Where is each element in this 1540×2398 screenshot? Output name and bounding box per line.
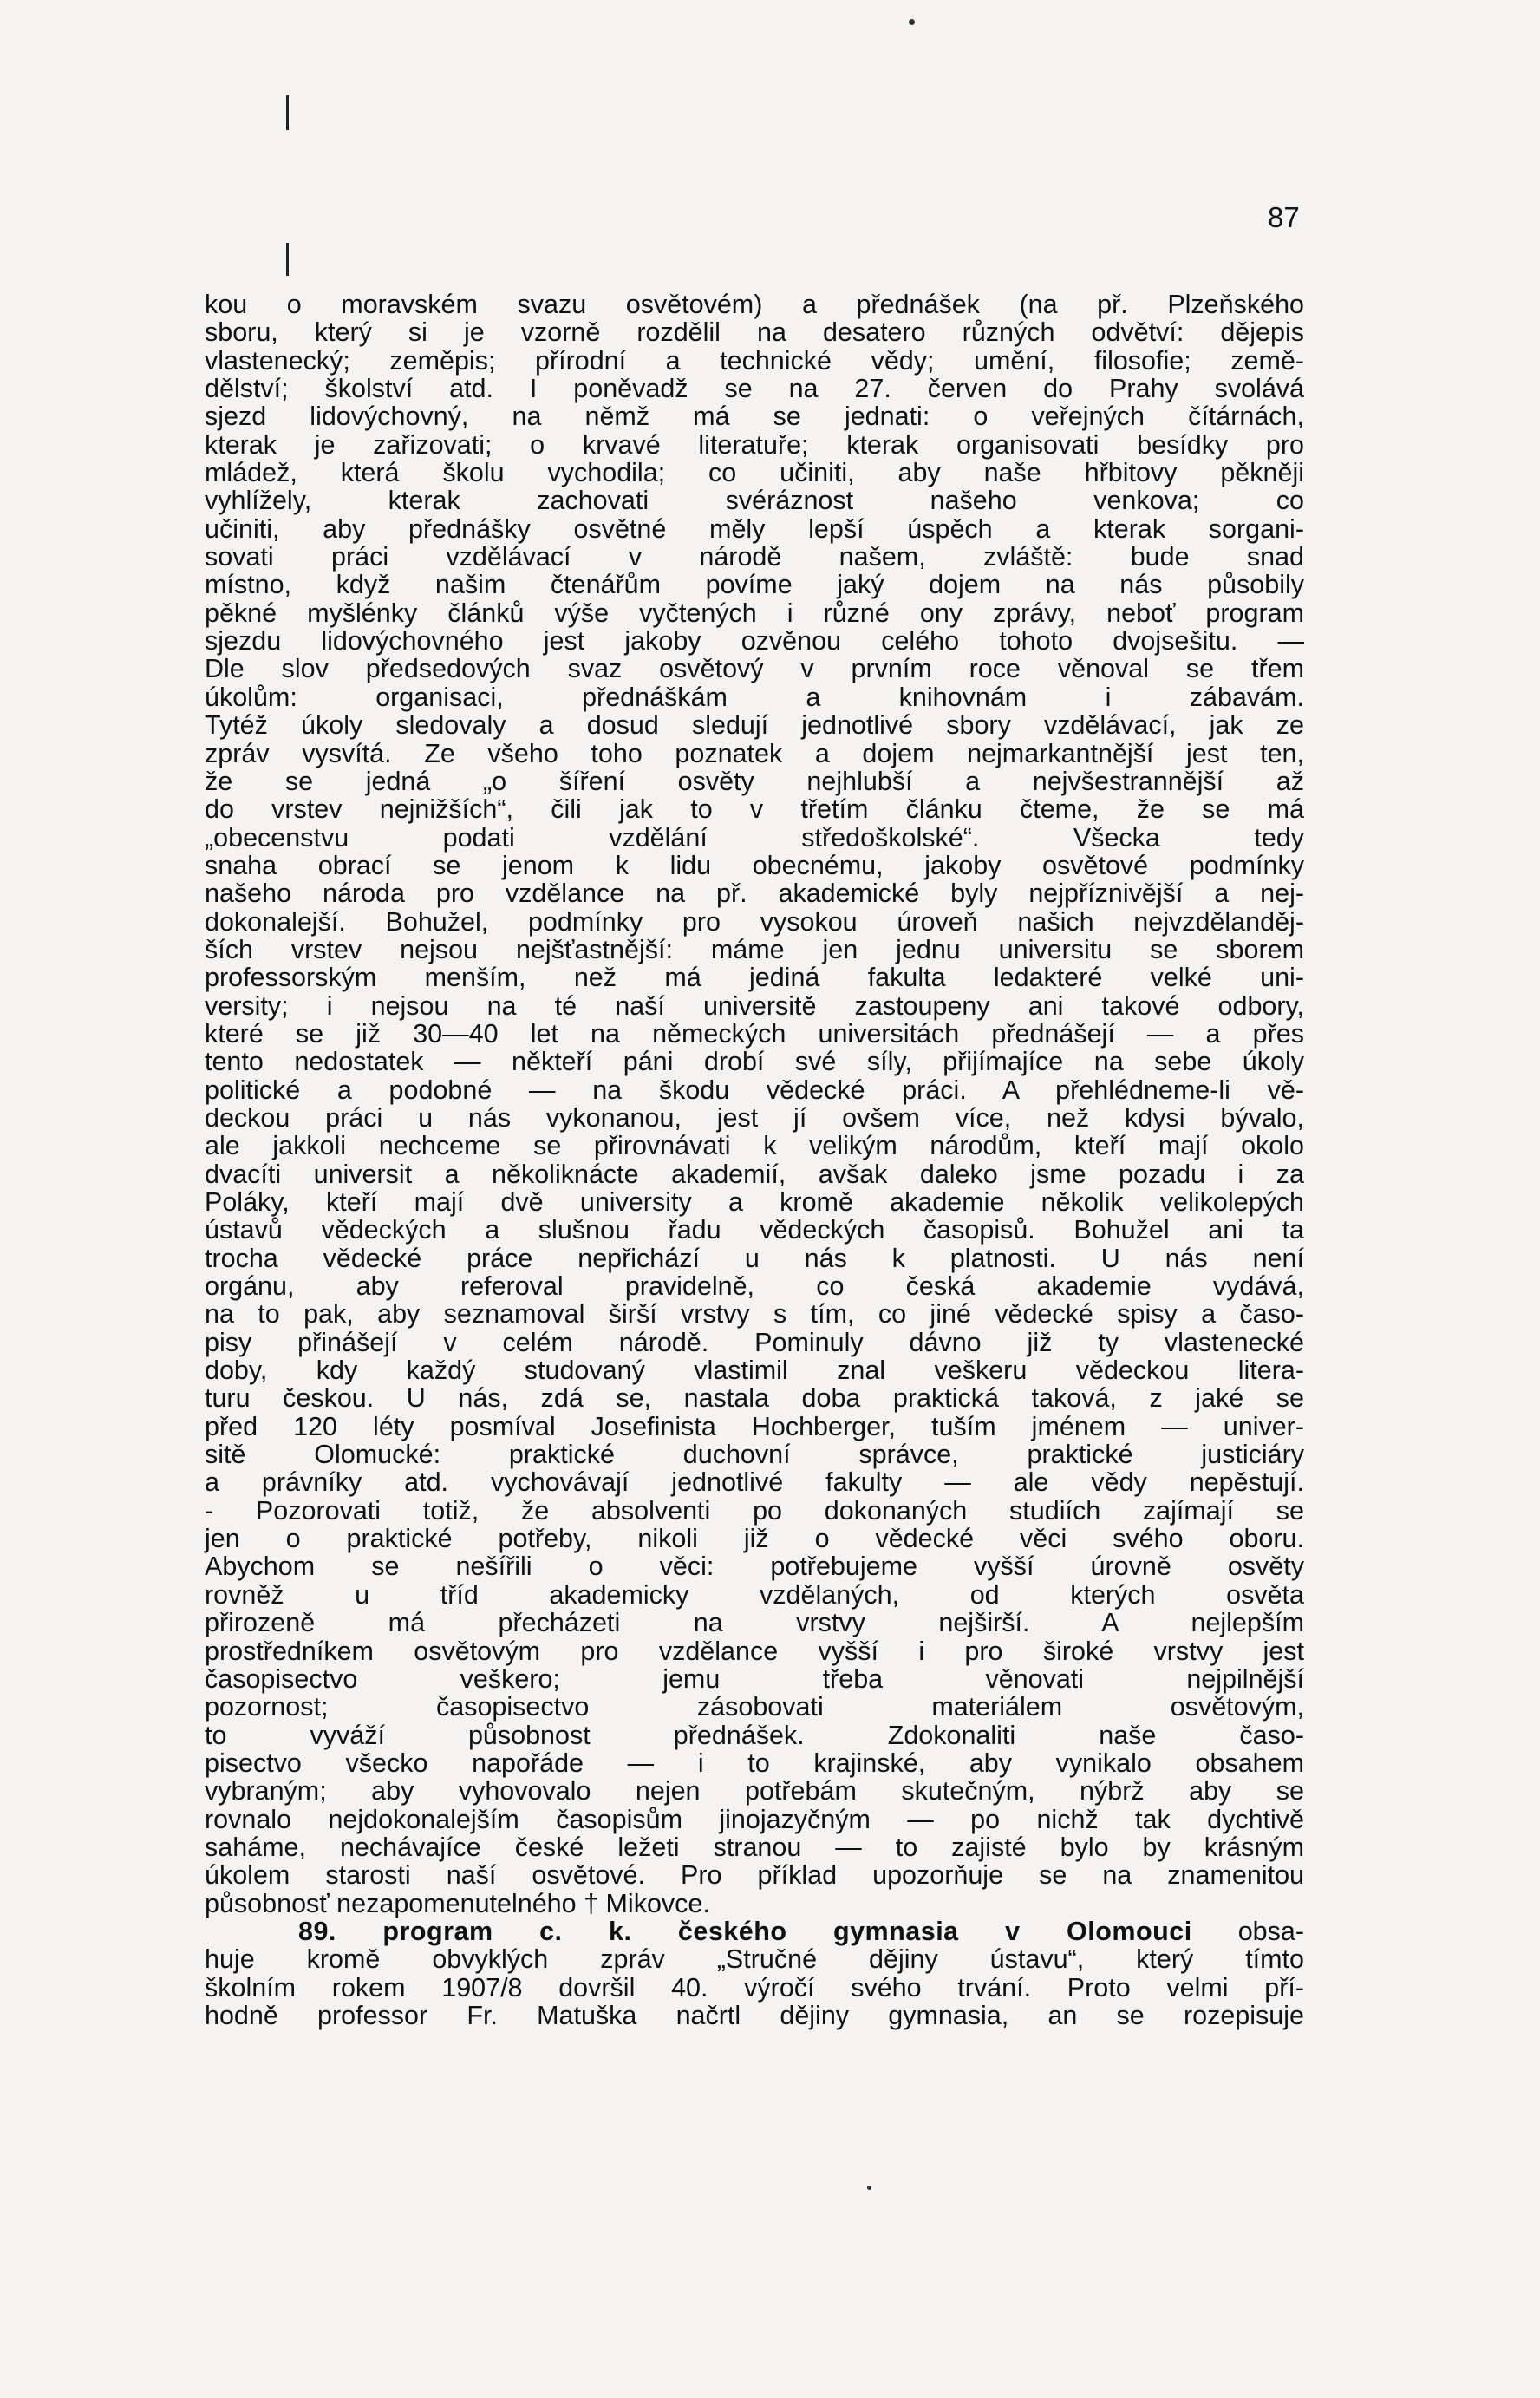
text-line: našeho národa pro vzdělance na př. akademické byly nejpříznivější a nej- <box>205 879 1304 909</box>
text-line: vyhlížely, kterak zachovati svéráznost našeho venkova; co <box>205 486 1304 516</box>
text-line: vybraným; aby vyhovovalo nejen potřebám skutečným, nýbrž aby se <box>205 1776 1304 1807</box>
page-speck <box>909 19 915 25</box>
text-line: dvacíti universit a několiknácte akademií, avšak daleko jsme pozadu i za <box>205 1159 1304 1189</box>
text-line: na to pak, aby seznamoval širší vrstvy s tím, co jiné vědecké spisy a časo- <box>205 1299 1304 1330</box>
section-heading-line <box>205 1918 1304 1945</box>
text-line: působnosť nezapomenutelného † Mikovce. <box>205 1888 710 1918</box>
margin-mark <box>286 243 289 276</box>
text-line: prostředníkem osvětovým pro vzdělance vyšší i pro široké vrstvy jest <box>205 1636 1304 1666</box>
text-line: Abychom se nešířili o věci: potřebujeme vyšší úrovně osvěty <box>205 1552 1304 1582</box>
text-line: Poláky, kteří mají dvě university a kromě akademie několik velikolepých <box>205 1187 1304 1217</box>
text-line: politické a podobné — na škodu vědecké práci. A přehlédneme-li vě- <box>205 1075 1304 1105</box>
text-line: doby, kdy každý studovaný vlastimil znal veškeru vědeckou litera- <box>205 1356 1304 1386</box>
text-line: že se jedná „o šíření osvěty nejhlubší a nejvšestrannější až <box>205 766 1304 796</box>
text-line: zpráv vysvítá. Ze všeho toho poznatek a dojem nejmarkantnější jest ten, <box>205 738 1304 768</box>
section-heading-tail: obsa- <box>1191 1916 1304 1946</box>
text-line: dokonalejší. Bohužel, podmínky pro vysokou úroveň našich nejvzdělanděj- <box>205 906 1304 937</box>
page-number: 87 <box>1268 201 1300 233</box>
text-line: sitě Olomucké: praktické duchovní správce, praktické justiciáry <box>205 1440 1304 1470</box>
text-line: ale jakkoli nechceme se přirovnávati k velikým národům, kteří mají okolo <box>205 1131 1304 1161</box>
text-line: „obecenstvu podati vzdělání středoškolské“. Všecka tedy <box>205 822 1304 853</box>
text-line: sjezd lidovýchovný, na němž má se jednati: o veřejných čítárnách, <box>205 402 1304 432</box>
text-line: pozornost; časopisectvo zásobovati materiálem osvětovým, <box>205 1692 1304 1722</box>
text-line: rovnalo nejdokonalejším časopisům jinojazyčným — po nichž tak dychtivě <box>205 1804 1304 1834</box>
text-line: pisectvo všecko napořáde — i to krajinské, aby vynikalo obsahem <box>205 1748 1304 1778</box>
text-line: pěkné myšlénky článků výše vyčtených i různé ony zprávy, neboť program <box>205 598 1304 628</box>
body-text <box>205 291 1304 2029</box>
text-line: sjezdu lidovýchovného jest jakoby ozvěnou celého tohoto dvojsešitu. — <box>205 626 1304 657</box>
text-line: do vrstev nejnižších“, čili jak to v třetím článku čteme, že se má <box>205 794 1304 825</box>
text-line: rovněž u tříd akademicky vzdělaných, od kterých osvěta <box>205 1579 1304 1610</box>
text-line: orgánu, aby referoval pravidelně, co česká akademie vydává, <box>205 1271 1304 1302</box>
text-line: Tytéž úkoly sledovaly a dosud sledují jednotlivé sbory vzdělávací, jak ze <box>205 710 1304 741</box>
text-line: Dle slov předsedových svaz osvětový v prvním roce věnoval se třem <box>205 654 1304 684</box>
text-line: úkolům: organisaci, přednáškám a knihovnám i zábavám. <box>205 682 1304 712</box>
page-speck <box>867 2186 871 2190</box>
text-line: kterak je zařizovati; o krvavé literatuře; kterak organisovati besídky pro <box>205 429 1304 460</box>
text-line: vlastenecký; zeměpis; přírodní a technické vědy; umění, filosofie; země- <box>205 345 1304 376</box>
section-heading: 89. program c. k. českého gymnasia v Olomouci <box>298 1916 1192 1946</box>
text-line: před 120 léty posmíval Josefinista Hochberger, tuším jménem — univer- <box>205 1411 1304 1441</box>
text-line: místno, když našim čtenářům povíme jaký dojem na nás působily <box>205 570 1304 600</box>
text-line: saháme, nechávajíce české ležeti stranou — to zajisté bylo by krásným <box>205 1832 1304 1862</box>
text-line: snaha obrací se jenom k lidu obecnému, jakoby osvětové podmínky <box>205 850 1304 880</box>
text-line: mládež, která školu vychodila; co učiniti, aby naše hřbitovy pěkněji <box>205 458 1304 488</box>
text-line: trocha vědecké práce nepřichází u nás k platnosti. U nás není <box>205 1243 1304 1273</box>
text-line: časopisectvo veškero; jemu třeba věnovati nejpilnější <box>205 1663 1304 1694</box>
text-line: ších vrstev nejsou nejšťastnější: máme jen jednu universitu se sborem <box>205 934 1304 964</box>
text-line: sboru, který si je vzorně rozdělil na desatero různých odvětví: dějepis <box>205 317 1304 348</box>
text-line: a právníky atd. vychovávají jednotlivé fakulty — ale vědy nepěstují. <box>205 1467 1304 1498</box>
text-line: které se již 30—40 let na německých universitách přednášejí — a přes <box>205 1018 1304 1049</box>
text-line: to vyváží působnost přednášek. Zdokonaliti naše časo- <box>205 1720 1304 1750</box>
text-line: deckou práci u nás vykonanou, jest jí ovšem více, než kdysi bývalo, <box>205 1102 1304 1133</box>
text-line: školním rokem 1907/8 dovršil 40. výročí svého trvání. Proto velmi pří- <box>205 1972 1304 2003</box>
text-line: přirozeně má přecházeti na vrstvy nejširší. A nejlepším <box>205 1608 1304 1638</box>
text-line: dělství; školství atd. I poněvadž se na 27. červen do Prahy svolává <box>205 374 1304 404</box>
text-line: sovati práci vzdělávací v národě našem, zvláště: bude snad <box>205 542 1304 572</box>
text-line: učiniti, aby přednášky osvětné měly lepší úspěch a kterak sorgani- <box>205 513 1304 544</box>
text-line: professorským menším, než má jediná fakulta ledakteré velké uni- <box>205 963 1304 993</box>
margin-mark <box>286 95 289 130</box>
text-line: kou o moravském svazu osvětovém) a přednášek (na př. Plzeňského <box>205 290 1304 319</box>
text-line: jen o praktické potřeby, nikoli již o vědecké věci svého oboru. <box>205 1524 1304 1554</box>
text-line: úkolem starosti naší osvětové. Pro příklad upozorňuje se na znamenitou <box>205 1860 1304 1891</box>
text-line: - Pozorovati totiž, že absolventi po dokonaných studiích zajímají se <box>205 1495 1304 1526</box>
text-line: ústavů vědeckých a slušnou řadu vědeckých časopisů. Bohužel ani ta <box>205 1215 1304 1245</box>
text-line: tento nedostatek — někteří páni drobí své síly, přijímajíce na sebe úkoly <box>205 1047 1304 1077</box>
text-line: turu českou. U nás, zdá se, nastala doba praktická taková, z jaké se <box>205 1383 1304 1414</box>
text-line: pisy přinášejí v celém národě. Pominuly dávno již ty vlastenecké <box>205 1327 1304 1357</box>
text-line: huje kromě obvyklých zpráv „Stručné dějiny ústavu“, který tímto <box>205 1944 1304 1975</box>
text-line: versity; i nejsou na té naší universitě zastoupeny ani takové odbory, <box>205 990 1304 1021</box>
text-line: hodně professor Fr. Matuška načrtl dějiny gymnasia, an se rozepisuje <box>205 2000 1304 2030</box>
